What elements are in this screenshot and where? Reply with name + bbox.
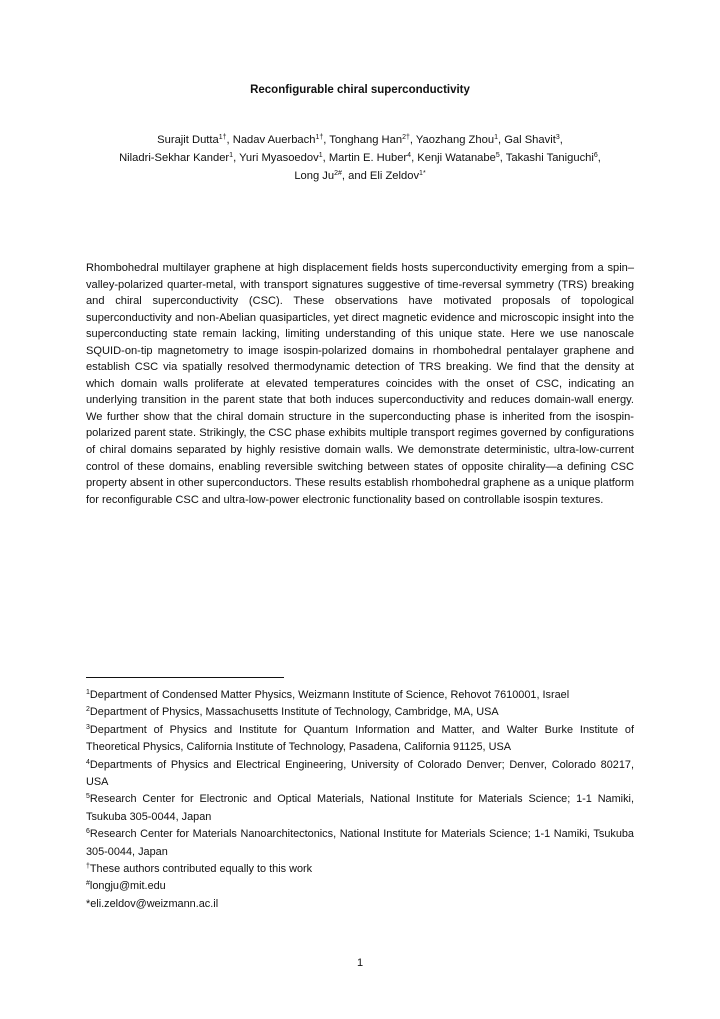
affiliation-mark: † — [86, 863, 90, 871]
affiliation-item — [86, 687, 634, 704]
contact-email — [86, 896, 634, 913]
affiliation-mark: 6 — [86, 828, 90, 836]
email-text: longju@mit.edu — [89, 880, 166, 893]
author-name: Long Ju — [294, 170, 335, 182]
author-affiliation-mark: 2# — [334, 170, 342, 177]
affiliation-text: These authors contributed equally to this work — [89, 863, 313, 876]
author-name: Martin E. Huber — [328, 152, 408, 164]
author-list — [70, 131, 650, 185]
author-name: Gal Shavit — [504, 134, 556, 146]
author-affiliation-mark: 1 — [494, 134, 498, 141]
author-name: Kenji Watanabe — [417, 152, 496, 164]
author-name: Eli Zeldov — [369, 170, 420, 182]
author-separator: , — [597, 152, 601, 164]
equal-contribution-note — [86, 861, 634, 878]
affiliation-mark: 4 — [86, 758, 90, 766]
affiliation-list — [86, 687, 634, 913]
author-separator: , — [411, 152, 418, 164]
author-name: Yaozhang Zhou — [415, 134, 495, 146]
page-number: 1 — [356, 957, 364, 969]
author-name: Niladri-Sekhar Kander — [119, 152, 230, 164]
paper-title: Reconfigurable chiral superconductivity — [250, 84, 470, 96]
affiliation-item — [86, 722, 634, 757]
author-separator: , — [499, 152, 506, 164]
author-name: Yuri Myasoedov — [239, 152, 319, 164]
author-name: Surajit Dutta — [157, 134, 219, 146]
author-affiliation-mark: 1* — [419, 170, 426, 177]
author-name: Takashi Taniguchi — [505, 152, 594, 164]
email-text: *eli.zeldov@weizmann.ac.il — [86, 897, 219, 910]
affiliation-text: Research Center for Electronic and Optical Materials, National Institute for Materials Science; 1-1 Namiki, Tsukuba 305-0044, Japan — [86, 793, 634, 823]
author-affiliation-mark: 5 — [495, 152, 500, 159]
author-separator: , — [559, 134, 563, 146]
author-affiliation-mark: 6 — [593, 152, 598, 159]
affiliation-text: Department of Physics and Institute for Quantum Information and Matter, and Walter Burke Institute of Theoretical Physics, California Institute of Technology, Pasadena, California 91125, USA — [86, 723, 634, 754]
affiliation-item — [86, 704, 634, 721]
affiliation-mark: 1 — [86, 689, 90, 696]
affiliation-item — [86, 791, 634, 826]
abstract-paragraph: Rhombohedral multilayer graphene at high displacement fields hosts superconductivity emerging from a spin–valley-polarized quarter-metal, with transport signatures suggestive of time-reversal symmetry (TRS) breaking and chiral superconductivity (CSC). These observations have motivated proposals of topological superconductivity and non-Abelian quasiparticles, yet direct magnetic evidence and microscopic insight into the superconducting state remain lacking, limiting understanding of this unique state. Here we use nanoscale SQUID-on-tip magnetometry to image isospin-polarized domains in rhombohedral pentalayer graphene and establish CSC via spatially resolved thermodynamic detection of TRS breaking. We find that the density at which domain walls proliferate at elevated temperatures coincides with the onset of CSC, indicating an underlying transition in the parent state that both induces superconductivity and reduces domain-wall energy. We further show that the chiral domain structure in the superconducting phase is inherited from the isospin-polarized parent state. Strikingly, the CSC phase exhibits multiple transport regimes governed by configurations of chiral domains separated by highly resistive domain walls. We demonstrate deterministic, ultra-low-current control of these domains, enabling reversible switching between states of opposite chirality—a defining CSC property absent in other superconductors. These results establish rhombohedral graphene as a unique platform for reconfigurable CSC and ultra-low-power electronic functionality based on controllable isospin textures. — [86, 262, 634, 506]
affiliation-text: Department of Physics, Massachusetts Institute of Technology, Cambridge, MA, USA — [89, 706, 499, 719]
author-affiliation-mark: 3 — [555, 134, 560, 141]
affiliation-item — [86, 757, 634, 792]
contact-email — [86, 878, 634, 895]
author-affiliation-mark: 4 — [407, 152, 412, 159]
author-affiliation-mark: 2† — [402, 134, 410, 141]
affiliation-mark: 2 — [86, 706, 90, 714]
author-separator: , — [322, 152, 329, 164]
author-affiliation-mark: 1† — [315, 134, 324, 141]
affiliation-mark: # — [86, 880, 90, 888]
affiliation-text: Department of Condensed Matter Physics, Weizmann Institute of Science, Rehovot 7610001, Israel — [89, 689, 570, 701]
affiliation-item — [86, 826, 634, 861]
affiliation-mark: 5 — [86, 793, 90, 801]
author-separator: , — [233, 152, 240, 164]
affiliation-text: Research Center for Materials Nanoarchitectonics, National Institute for Materials Science; 1-1 Namiki, Tsukuba 305-0044, Japan — [86, 828, 634, 858]
author-separator: , — [497, 134, 505, 146]
author-affiliation-mark: 1 — [318, 152, 323, 159]
author-separator: , — [409, 134, 416, 146]
footnote-divider — [86, 677, 284, 678]
author-separator: , and — [341, 170, 370, 182]
author-separator: , — [226, 134, 233, 146]
affiliation-mark: 3 — [86, 723, 90, 731]
author-name: Tonghang Han — [329, 134, 403, 146]
affiliation-text: Departments of Physics and Electrical Engineering, University of Colorado Denver; Denver, Colorado 80217, USA — [86, 758, 634, 789]
author-name: Nadav Auerbach — [232, 134, 316, 146]
author-affiliation-mark: 1 — [229, 152, 234, 159]
author-affiliation-mark: 1† — [218, 134, 227, 141]
author-separator: , — [323, 134, 330, 146]
